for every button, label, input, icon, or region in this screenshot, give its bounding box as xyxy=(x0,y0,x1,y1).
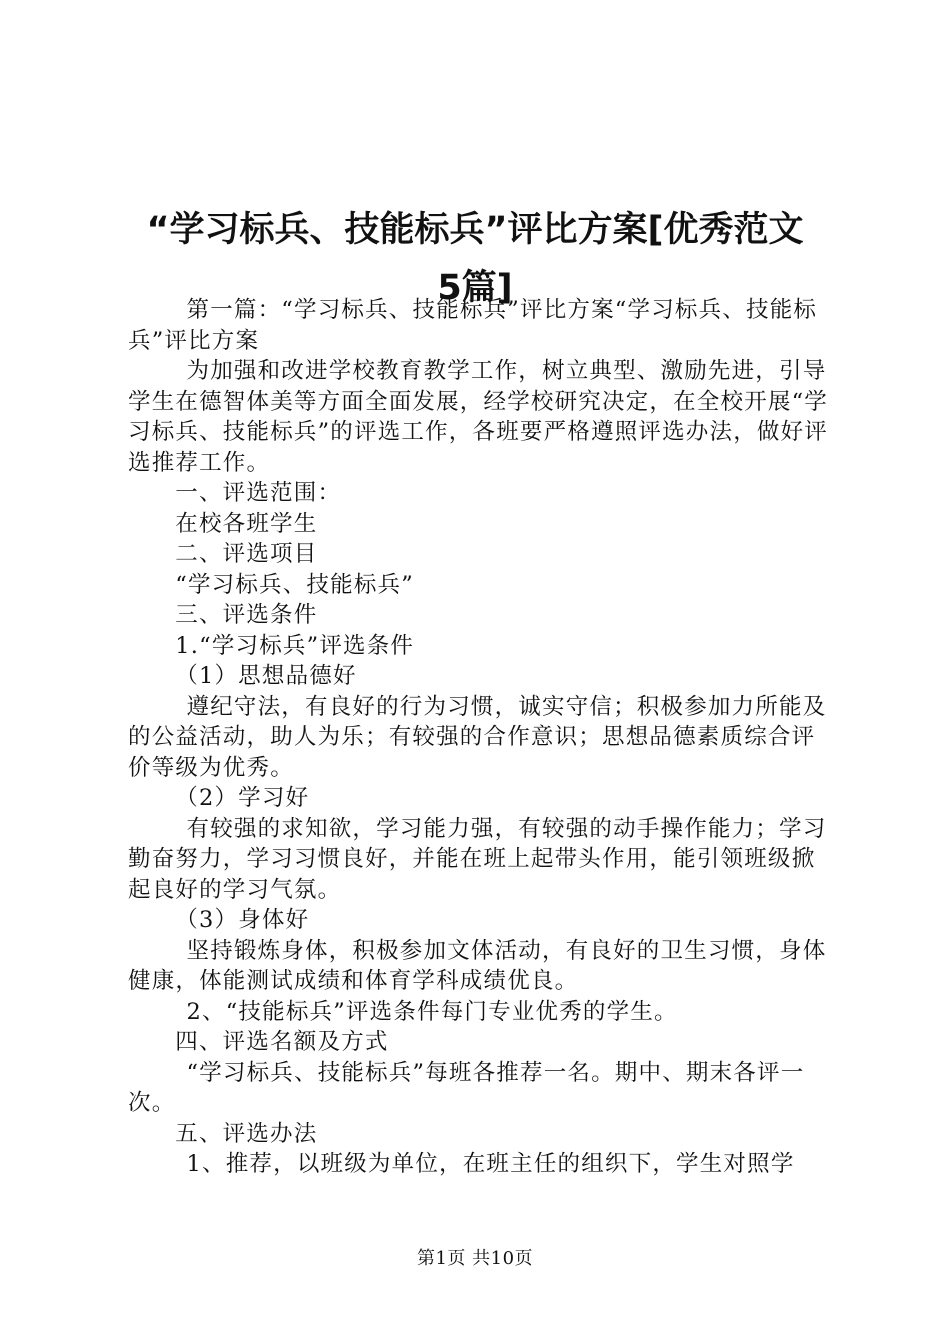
paragraph: 第一篇：“学习标兵、技能标兵”评比方案“学习标兵、技能标兵”评比方案 xyxy=(128,297,818,354)
paragraph: “学习标兵、技能标兵” xyxy=(175,571,414,598)
paragraph: 2、“技能标兵”评选条件每门专业优秀的学生。 xyxy=(186,998,678,1025)
paragraph: 一、评选范围： xyxy=(175,480,342,506)
paragraph: （3）身体好 xyxy=(175,907,310,933)
paragraph: （1）思想品德好 xyxy=(175,663,357,689)
title-line-1: “学习标兵、技能标兵”评比方案[优秀范文 xyxy=(146,210,804,251)
paragraph: 坚持锻炼身体，积极参加文体活动，有良好的卫生习惯，身体健康，体能测试成绩和体育学科成绩优良。 xyxy=(128,937,827,994)
paragraph: 五、评选办法 xyxy=(175,1120,318,1147)
paragraph: 在校各班学生 xyxy=(175,510,318,537)
paragraph: 三、评选条件 xyxy=(175,602,318,628)
paragraph: 遵纪守法，有良好的行为习惯，诚实守信；积极参加力所能及的公益活动，助人为乐；有较强的合作意识；思想品德素质综合评价等级为优秀。 xyxy=(128,693,827,781)
paragraph: “学习标兵、技能标兵”每班各推荐一名。期中、期末各评一次。 xyxy=(128,1059,805,1116)
page-footer: 第1页 共10页 xyxy=(416,1248,534,1269)
paragraph: 四、评选名额及方式 xyxy=(175,1029,389,1055)
document-body xyxy=(128,295,833,1180)
paragraph: 为加强和改进学校教育教学工作，树立典型、激励先进，引导学生在德智体美等方面全面发展，经学校研究决定，在全校开展“学习标兵、技能标兵”的评选工作，各班要严格遵照评选办法，做好评选推荐工作。 xyxy=(128,358,829,476)
title-line-2: 5篇] xyxy=(437,268,513,309)
paragraph: 1.“学习标兵”评选条件 xyxy=(175,632,415,659)
paragraph: （2）学习好 xyxy=(175,785,310,811)
paragraph: 1、推荐，以班级为单位，在班主任的组织下，学生对照学 xyxy=(186,1151,795,1177)
paragraph: 有较强的求知欲，学习能力强，有较强的动手操作能力；学习勤奋努力，学习习惯良好，并能在班上起带头作用，能引领班级掀起良好的学习气氛。 xyxy=(128,815,827,903)
paragraph: 二、评选项目 xyxy=(175,541,318,567)
